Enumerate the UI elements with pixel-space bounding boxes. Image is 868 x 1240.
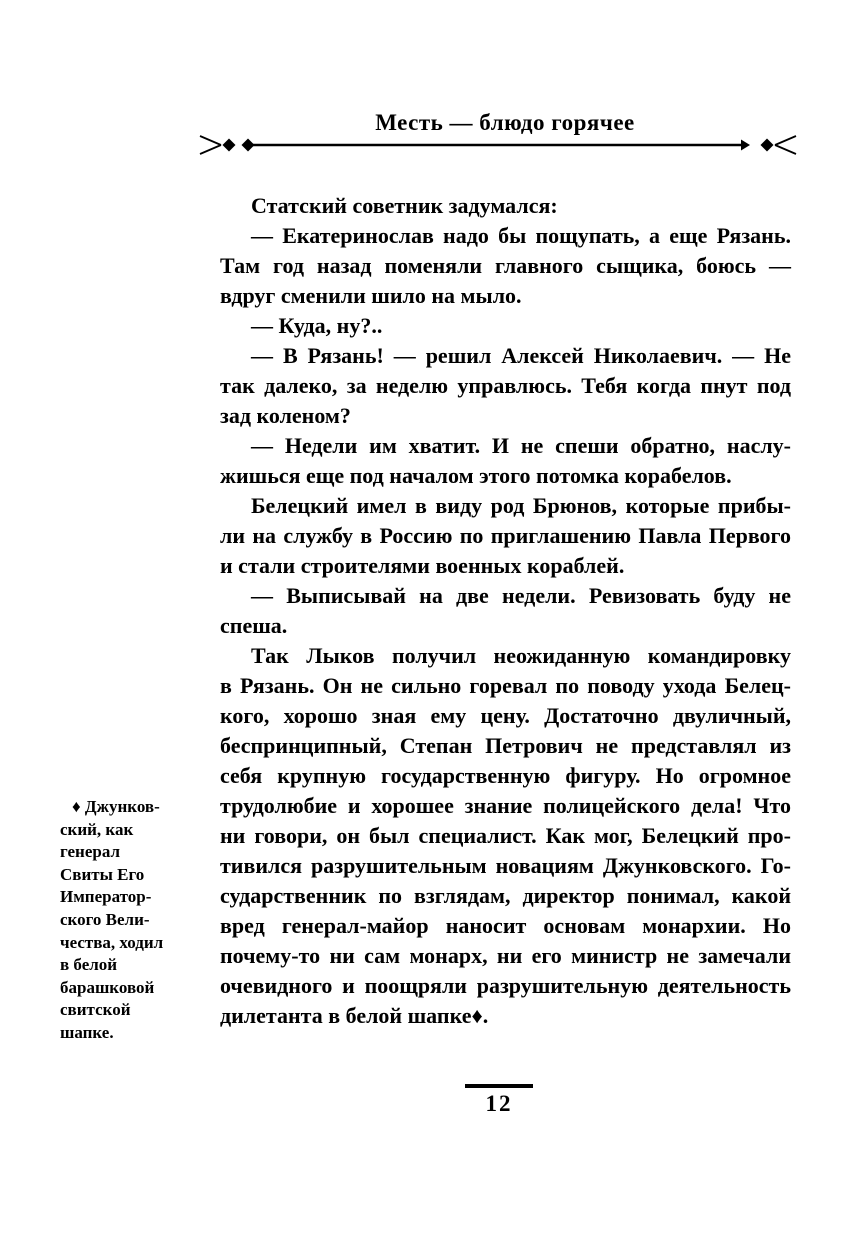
footer-rule	[465, 1084, 533, 1088]
paragraph	[220, 191, 791, 221]
paragraph	[220, 311, 791, 341]
paragraph	[220, 491, 791, 581]
paragraph	[220, 431, 791, 491]
body-line: — Екатеринослав надо бы пощупать, а еще Рязань.	[251, 223, 791, 248]
body-line: и стали строителями военных кораблей.	[220, 553, 625, 578]
margin-note-line: свитской	[60, 1000, 131, 1020]
body-line: очевидного и поощряли разрушительную деятельность	[220, 973, 791, 998]
paragraph	[220, 341, 791, 431]
margin-note-line: Император-	[60, 887, 152, 907]
paragraph	[220, 581, 791, 641]
body-line: ли на службу в Россию по приглашению Павла Первого	[220, 523, 791, 548]
body-line: тивился разрушительным новациям Джунковского. Го-	[220, 853, 791, 878]
margin-note-line: чества, ходил	[60, 932, 164, 952]
running-head-title: Месть — блюдо горячее	[375, 110, 635, 135]
margin-note-line: ского Вели-	[60, 909, 150, 929]
body-line: так далеко, за неделю управлюсь. Тебя когда пнут под	[220, 373, 791, 398]
body-line: вред генерал-майор наносит основам монархии. Но	[220, 913, 791, 938]
body-line: — Куда, ну?..	[251, 313, 383, 338]
margin-note-line: в белой	[60, 955, 118, 975]
body-text	[220, 191, 791, 1031]
header-divider-ornament	[198, 133, 798, 157]
body-line: Статский советник задумался:	[251, 193, 558, 218]
body-line: сударственник по взглядам, директор понимал, какой	[220, 883, 791, 908]
body-line: жишься еще под началом этого потомка корабелов.	[220, 463, 732, 488]
margin-note-line: барашковой	[60, 977, 155, 997]
margin-note-line: генерал	[60, 842, 121, 862]
body-line: себя крупную государственную фигуру. Но огромное	[220, 763, 791, 788]
body-line: дилетанта в белой шапке♦.	[220, 1003, 489, 1028]
body-line: беспринципный, Степан Петрович не представлял из	[220, 733, 791, 758]
body-line: — Выписывай на две недели. Ревизовать буду не	[251, 583, 791, 608]
paragraph	[220, 221, 791, 311]
body-line: ни говори, он был специалист. Как мог, Белецкий про-	[220, 823, 791, 848]
body-line: Так Лыков получил неожиданную командировку	[251, 643, 791, 668]
margin-note-line: шапке.	[60, 1022, 114, 1042]
body-line: зад коленом?	[220, 403, 351, 428]
margin-note-line: ский, как	[60, 819, 134, 839]
body-line: кого, хорошо зная ему цену. Достаточно двуличный,	[220, 703, 791, 728]
body-line: спеша.	[220, 613, 288, 638]
body-line: трудолюбие и хорошее знание полицейского дела! Что	[220, 793, 791, 818]
body-line: вдруг сменили шило на мыло.	[220, 283, 522, 308]
body-line: Там год назад поменяли главного сыщика, боюсь —	[220, 253, 791, 278]
margin-footnote	[60, 796, 196, 1045]
body-line: в Рязань. Он не сильно горевал по поводу ухода Белец-	[220, 673, 791, 698]
margin-note-line: Свиты Его	[60, 864, 145, 884]
page-number: 12	[485, 1091, 513, 1116]
margin-note-line: ♦ Джунков-	[72, 797, 160, 816]
paragraph	[220, 641, 791, 1031]
page-footer	[200, 1084, 798, 1117]
body-line: — Недели им хватит. И не спеши обратно, наслу-	[251, 433, 791, 458]
body-line: почему-то ни сам монарх, ни его министр не замечали	[220, 943, 791, 968]
body-line: — В Рязань! — решил Алексей Николаевич. — Не	[251, 343, 791, 368]
body-line: Белецкий имел в виду род Брюнов, которые прибы-	[251, 493, 791, 518]
